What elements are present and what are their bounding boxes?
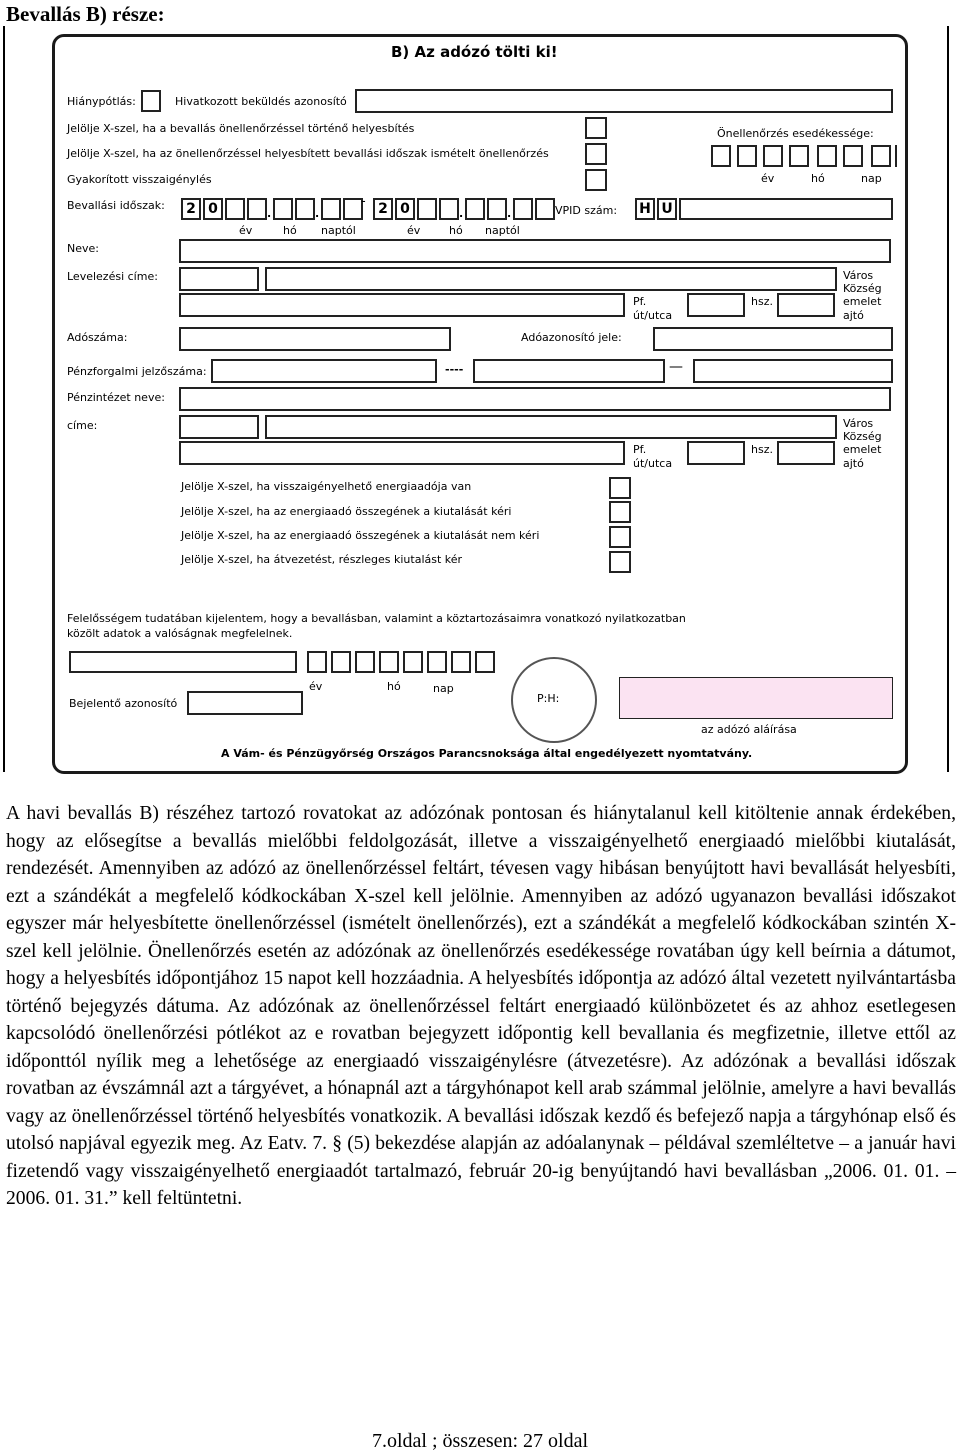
adoazonosito-label: Adóazonosító jele:	[521, 331, 622, 344]
jelolje-atvezetes-checkbox[interactable]	[609, 551, 631, 573]
to-month-1[interactable]	[465, 198, 485, 220]
adoszama-input[interactable]	[179, 327, 451, 351]
neve-input[interactable]	[179, 239, 891, 263]
levelezesi-pf: Pf.	[633, 295, 647, 308]
penzforgalmi-part-2[interactable]	[473, 359, 665, 383]
penzforgalmi-emdash: —	[669, 359, 683, 375]
esedekesseg-month-1[interactable]	[817, 145, 837, 167]
sign-nap: nap	[433, 682, 454, 695]
stamp-label: P:H:	[537, 692, 560, 705]
from-dot-1: .	[267, 207, 272, 220]
bejelento-label: Bejelentő azonosító	[69, 697, 178, 710]
hivatkozott-input[interactable]	[355, 89, 893, 113]
felelosseg-line-2: közölt adatok a valóságnak megfelelnek.	[67, 627, 293, 640]
form-footer-note: A Vám- és Pénzügyőrség Országos Parancsnoksága által engedélyezett nyomtatvány.	[221, 747, 753, 760]
jelolje-nem-kiutalas-label: Jelölje X-szel, ha az energiaadó összegének a kiutalását nem kéri	[181, 529, 540, 542]
esedekesseg-label: Önellenőrzés esedékessége:	[717, 127, 874, 140]
sign-day-2[interactable]	[475, 651, 495, 673]
levelezesi-emelet: emelet	[843, 295, 882, 308]
penzforgalmi-part-3[interactable]	[693, 359, 893, 383]
helyesbites-label: Jelölje X-szel, ha a bevallás önellenőrzéssel történő helyesbítés	[67, 122, 415, 135]
sign-year-4[interactable]	[379, 651, 399, 673]
cime-emelet: emelet	[843, 443, 882, 456]
sign-month-2[interactable]	[427, 651, 447, 673]
adoszama-label: Adószáma:	[67, 331, 128, 344]
penzforgalmi-label: Pénzforgalmi jelzőszáma:	[67, 365, 207, 378]
esedekesseg-ev: év	[761, 172, 775, 185]
sign-year-3[interactable]	[355, 651, 375, 673]
cime-label: címe:	[67, 419, 98, 432]
to-year-digit-1[interactable]: 2	[373, 198, 393, 220]
levelezesi-ajto: ajtó	[843, 309, 864, 322]
hianypotlas-checkbox[interactable]	[141, 90, 161, 112]
sign-day-1[interactable]	[451, 651, 471, 673]
vpid-input[interactable]	[679, 198, 893, 220]
ismetelt-label: Jelölje X-szel, ha az önellenőrzéssel helyesbített bevallási időszak ismételt önellenőrzés	[67, 147, 549, 160]
bejelento-input[interactable]	[187, 691, 303, 715]
hianypotlas-label: Hiánypótlás:	[67, 95, 136, 108]
levelezesi-type[interactable]	[687, 293, 745, 317]
levelezesi-label: Levelezési címe:	[67, 270, 158, 283]
cime-zip[interactable]	[179, 415, 259, 439]
cime-ajto: ajtó	[843, 457, 864, 470]
to-ev: év	[407, 224, 421, 237]
jelolje-visszaigenyelheto-label: Jelölje X-szel, ha visszaigényelhető energiaadója van	[181, 480, 472, 493]
from-day-1[interactable]	[321, 198, 341, 220]
gyakoritott-checkbox[interactable]	[585, 169, 607, 191]
from-year-digit-4[interactable]	[247, 198, 267, 220]
to-month-2[interactable]	[487, 198, 507, 220]
from-day-2[interactable]	[343, 198, 363, 220]
from-year-digit-1[interactable]: 2	[181, 198, 201, 220]
left-rule	[3, 26, 5, 772]
esedekesseg-day-1[interactable]	[871, 145, 891, 167]
penzintezet-input[interactable]	[179, 387, 891, 411]
penzforgalmi-dashes: ----	[445, 363, 464, 376]
esedekesseg-day-2[interactable]	[895, 145, 897, 167]
vpid-h[interactable]: H	[635, 198, 655, 220]
penzforgalmi-part-1[interactable]	[211, 359, 437, 383]
place-input[interactable]	[69, 651, 297, 673]
cime-hsz-input[interactable]	[777, 441, 835, 465]
cime-type[interactable]	[687, 441, 745, 465]
neve-label: Neve:	[67, 242, 99, 255]
cime-varos: Város	[843, 417, 874, 430]
period-dash: -	[361, 194, 366, 209]
jelolje-kiutalas-checkbox[interactable]	[609, 501, 631, 523]
cime-pf: Pf.	[633, 443, 647, 456]
levelezesi-varos: Város	[843, 269, 874, 282]
form-panel	[52, 34, 908, 774]
to-day-1[interactable]	[513, 198, 533, 220]
esedekesseg-nap: nap	[861, 172, 882, 185]
cime-kozseg: Község	[843, 430, 882, 443]
sign-month-1[interactable]	[403, 651, 423, 673]
signature-box[interactable]	[619, 677, 893, 719]
sign-ev: év	[309, 680, 323, 693]
penzintezet-label: Pénzintézet neve:	[67, 391, 165, 404]
to-dot-2: .	[507, 207, 512, 220]
bevallasi-idoszak-label: Bevallási időszak:	[67, 199, 165, 212]
jelolje-nem-kiutalas-checkbox[interactable]	[609, 526, 631, 548]
levelezesi-kozseg: Község	[843, 282, 882, 295]
helyesbites-checkbox[interactable]	[585, 117, 607, 139]
sign-year-1[interactable]	[307, 651, 327, 673]
jelolje-atvezetes-label: Jelölje X-szel, ha átvezetést, részleges kiutalást kér	[181, 553, 463, 566]
from-month-1[interactable]	[273, 198, 293, 220]
to-year-digit-3[interactable]	[417, 198, 437, 220]
right-rule	[947, 26, 949, 772]
sign-ho: hó	[387, 680, 401, 693]
to-ho: hó	[449, 224, 463, 237]
jelolje-kiutalas-label: Jelölje X-szel, ha az energiaadó összegének a kiutalását kéri	[181, 505, 512, 518]
to-year-digit-4[interactable]	[439, 198, 459, 220]
levelezesi-city[interactable]	[265, 267, 837, 291]
adoazonosito-input[interactable]	[653, 327, 893, 351]
levelezesi-zip[interactable]	[179, 267, 259, 291]
esedekesseg-month-2[interactable]	[843, 145, 863, 167]
to-dot-1: .	[459, 207, 464, 220]
esedekesseg-year-1[interactable]	[711, 145, 731, 167]
cime-city[interactable]	[265, 415, 837, 439]
to-day-2[interactable]	[535, 198, 555, 220]
signature-label: az adózó aláírása	[701, 723, 797, 736]
cime-ututca: út/utca	[633, 457, 673, 470]
from-dot-2: .	[315, 207, 320, 220]
hivatkozott-label: Hivatkozott beküldés azonosító	[175, 95, 347, 108]
from-year-digit-3[interactable]	[225, 198, 245, 220]
form-title: B) Az adózó tölti ki!	[391, 43, 558, 61]
levelezesi-hsz: hsz.	[751, 295, 773, 308]
sign-year-2[interactable]	[331, 651, 351, 673]
levelezesi-hsz-input[interactable]	[777, 293, 835, 317]
jelolje-visszaigenyelheto-checkbox[interactable]	[609, 477, 631, 499]
felelosseg-line-1: Felelősségem tudatában kijelentem, hogy a bevallásban, valamint a köztartozásaimra vonatkozó nyilatkozatban	[67, 612, 686, 625]
esedekesseg-year-3[interactable]	[763, 145, 783, 167]
esedekesseg-ho: hó	[811, 172, 825, 185]
from-ev: év	[239, 224, 253, 237]
gyakoritott-label: Gyakorított visszaigénylés	[67, 173, 212, 186]
vpid-u[interactable]: U	[657, 198, 677, 220]
esedekesseg-year-2[interactable]	[737, 145, 757, 167]
page-footer: 7.oldal ; összesen: 27 oldal	[371, 1430, 589, 1452]
ismetelt-checkbox[interactable]	[585, 143, 607, 165]
to-year-digit-2[interactable]: 0	[395, 198, 415, 220]
from-naptol: naptól	[321, 224, 356, 237]
cime-hsz: hsz.	[751, 443, 773, 456]
cime-street[interactable]	[179, 441, 625, 465]
vpid-label: VPID szám:	[555, 204, 618, 217]
to-naptol: naptól	[485, 224, 520, 237]
levelezesi-street[interactable]	[179, 293, 625, 317]
esedekesseg-year-4[interactable]	[789, 145, 809, 167]
from-ho: hó	[283, 224, 297, 237]
explanation-paragraph: A havi bevallás B) részéhez tartozó rovatokat az adózónak pontosan és hiánytalanul kell kitöltenie annak érdekében, hogy az elősegítse a bevallás mielőbbi feldolgozását, illetve a visszaigényelhető energiaadó mielőbbi kiutalását, rendezését. Amennyiben az adózó az önellenőrzéssel feltárt, tévesen vagy hibásan benyújtott havi bevallását helyesbíti, ezt a szándékát a megfelelő kódkockában X-szel kell jelölnie. Amennyiben az adózó ugyanazon bevallási időszakot egyszer már helyesbítette önellenőrzéssel (ismételt önellenőrzés), ezt a szándékát a megfelelő kódkockában szintén X-szel kell jelölnie. Önellenőrzés esetén az adózónak az önellenőrzés esedékessége rovatában úgy kell beírnia a dátumot, hogy a helyesbítés időpontjához 15 napot kell hozzáadnia. A helyesbítés időpontja az adózó által vezetett nyilvántartásba történő bejegyzés dátuma. Az adózónak az önellenőrzéssel feltárt energiaadó különbözetet és az ahhoz esetlegesen kapcsolódó önellenőrzési pótlékot az e rovatban bejegyzett időpontig kell bevallania és megfizetnie, illetve ettől az időponttól nyílik meg a lehetősége az energiaadó visszaigénylésre (átvezetésre). Az adózónak a bevallási időszak rovatban az évszámnál azt a tárgyévet, a hónapnál azt a tárgyhónapot kell arab számmal jelölnie, amelyre a havi bevallás vagy az önellenőrzéssel történő helyesbítés vonatkozik. A bevallási időszak kezdő és befejező napja a tárgyhónap első és utolsó napjával egyezik meg. Az Eatv. 7. § (5) bekezdése alapján az adóalanynak – példával szemléltetve – a január havi fizetendő vagy visszaigényelhető energiaadót tartalmazó, február 20-ig benyújtandó havi bevallásban „2006. 01. 01. – 2006. 01. 31.” kell feltüntetni.	[6, 803, 956, 1209]
section-heading: Bevallás B) része:	[6, 2, 165, 26]
from-year-digit-2[interactable]: 0	[203, 198, 223, 220]
levelezesi-ututca: út/utca	[633, 309, 673, 322]
from-month-2[interactable]	[295, 198, 315, 220]
